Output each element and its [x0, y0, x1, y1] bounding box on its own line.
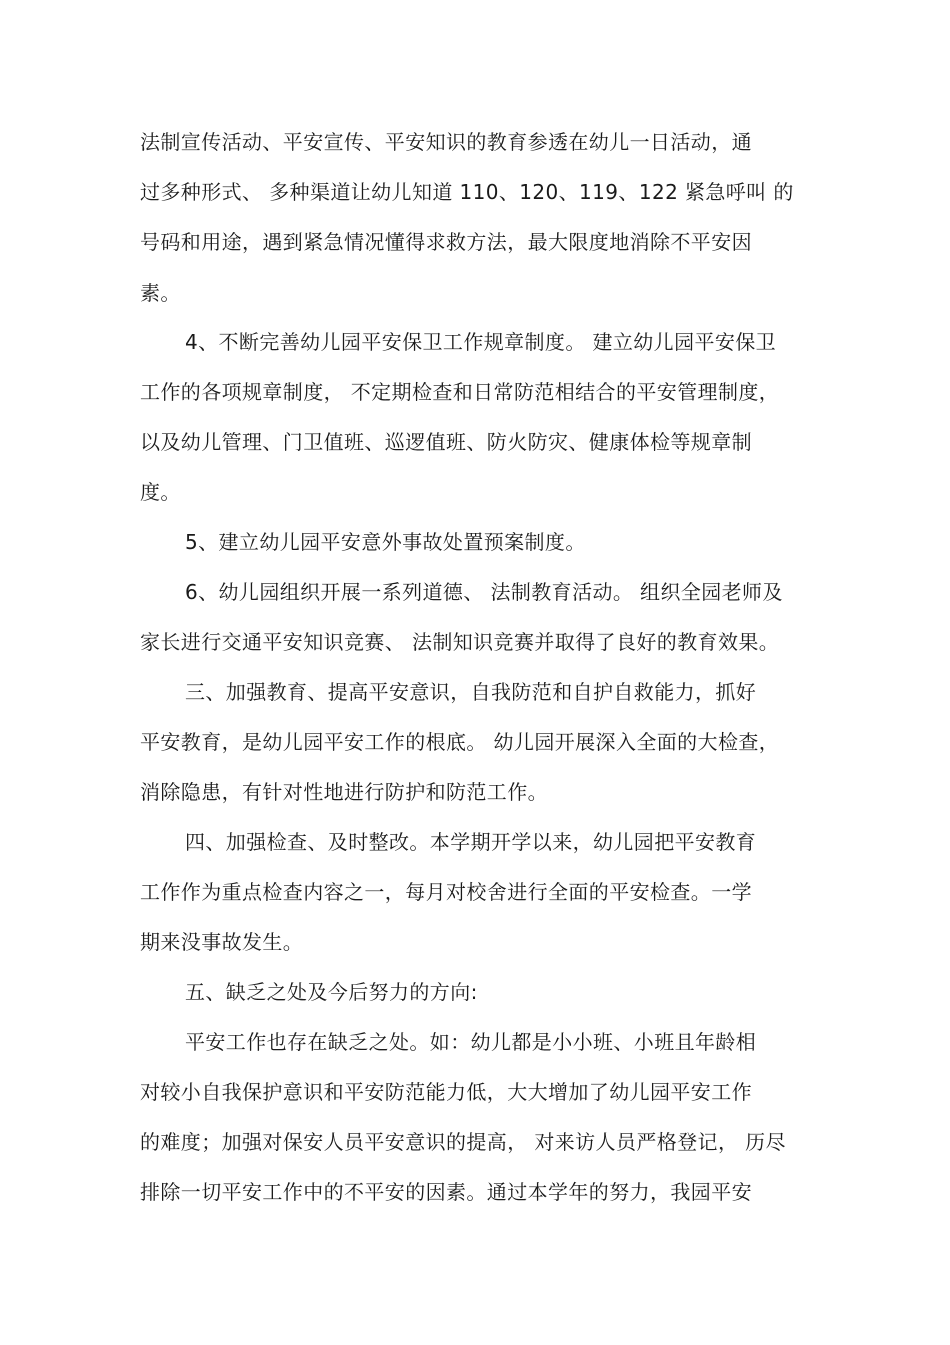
text-line: 法制宣传活动、平安宣传、平安知识的教育参透在幼儿一日活动，通: [140, 130, 752, 154]
text-line: 工作的各项规章制度， 不定期检查和日常防范相结合的平安管理制度，: [140, 380, 780, 404]
text-line: 三、加强教育、提高平安意识，自我防范和自护自救能力，抓好: [185, 680, 757, 704]
text-line: 5、建立幼儿园平安意外事故处置预案制度。: [185, 530, 586, 554]
text-line: 四、加强检查、及时整改。本学期开学以来，幼儿园把平安教育: [185, 830, 757, 854]
text-line: 平安教育，是幼儿园平安工作的根底。 幼儿园开展深入全面的大检查，: [140, 730, 780, 754]
text-line: 五、缺乏之处及今后努力的方向:: [185, 980, 478, 1004]
text-line: 期来没事故发生。: [140, 930, 304, 954]
text-line: 对较小自我保护意识和平安防范能力低，大大增加了幼儿园平安工作: [140, 1080, 752, 1104]
text-line: 的难度；加强对保安人员平安意识的提高， 对来访人员严格登记， 历尽: [140, 1130, 786, 1154]
text-line: 6、幼儿园组织开展一系列道德、 法制教育活动。 组织全园老师及: [185, 580, 783, 604]
text-line: 4、不断完善幼儿园平安保卫工作规章制度。 建立幼儿园平安保卫: [185, 330, 777, 354]
text-line: 排除一切平安工作中的不平安的因素。通过本学年的努力，我园平安: [140, 1180, 752, 1204]
text-line: 消除隐患，有针对性地进行防护和防范工作。: [140, 780, 548, 804]
text-line: 工作作为重点检查内容之一，每月对校舍进行全面的平安检查。一学: [140, 880, 752, 904]
text-line: 家长进行交通平安知识竞赛、 法制知识竞赛并取得了良好的教育效果。: [140, 630, 780, 654]
text-line: 平安工作也存在缺乏之处。如：幼儿都是小小班、小班且年龄相: [185, 1030, 757, 1054]
text-line: 号码和用途，遇到紧急情况懂得求救方法，最大限度地消除不平安因: [140, 230, 752, 254]
text-line: 过多种形式、 多种渠道让幼儿知道 110、120、119、122 紧急呼叫 的: [140, 180, 794, 204]
text-line: 素。: [140, 281, 181, 305]
text-line: 度。: [140, 480, 181, 504]
text-line: 以及幼儿管理、门卫值班、巡逻值班、防火防灾、健康体检等规章制: [140, 430, 752, 454]
